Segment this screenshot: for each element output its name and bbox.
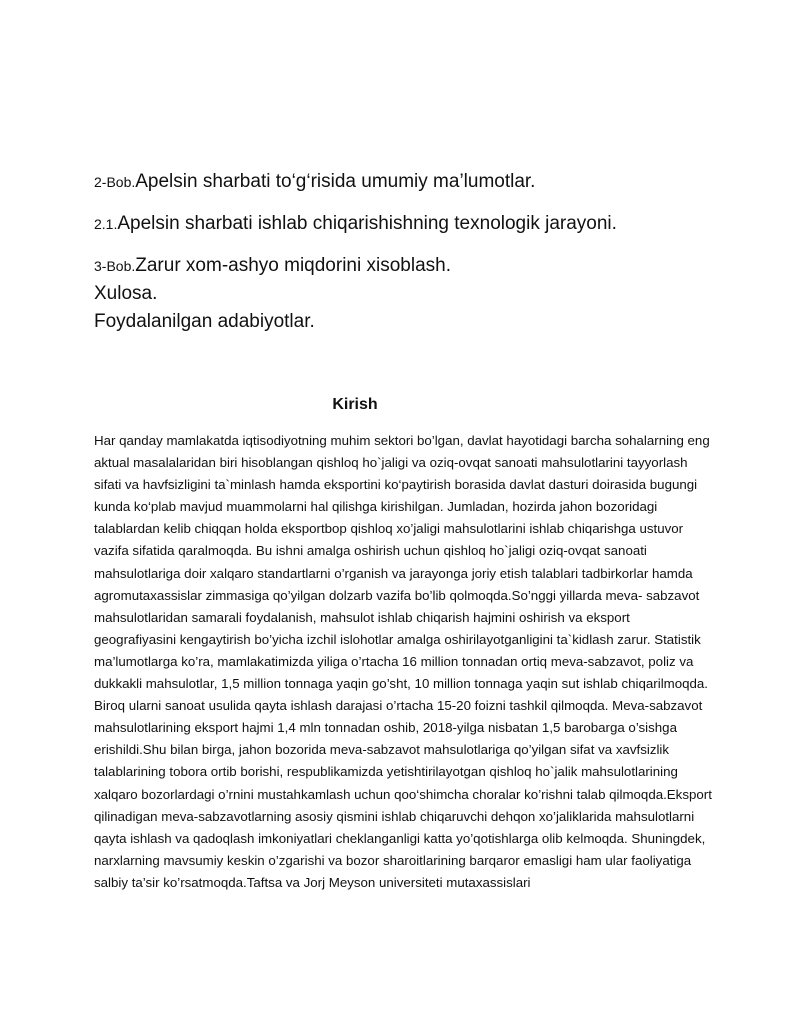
toc-item-number: 2.1. (94, 216, 118, 232)
section-paragraph: Har qanday mamlakatda iqtisodiyotning muhim sektori bo’lgan, davlat hayotidagi barcha sohalarning eng aktual masalalaridan biri hisoblangan qishloq ho`jaligi va oziq-ovqat sanoati mahsulotlarini tayyorlash sifati va havfsizligini ta`minlash hamda eksportini ko‘paytirish borasida davlat dasturi doirasida bugungi kunda ko‘plab mavjud muammolarni hal qilishga kirishilgan. Jumladan, hozirda jahon bozoridagi talablardan kelib chiqqan holda eksportbop qishloq xo’jaligi mahsulotlarini ishlab chiqarishga ustuvor vazifa sifatida qaralmoqda. Bu ishni amalga oshirish uchun qishloq ho`jaligi oziq-ovqat sanoati mahsulotlariga doir xalqaro standartlarni o’rganish va jarayonga joriy etish talablari tadbirkorlar hamda agromutaxassislar zimmasiga qo’yilgan dolzarb vazifa bo’lib qolmoqda.So’nggi yillarda meva- sabzavot mahsulotlaridan samarali foydalanish, mahsulot ishlab chiqarish hajmini oshirish va eksport geografiyasini kengaytirish bo’yicha izchil islohotlar amalga oshirilayotganligini ta`kidlash zarur. Statistik ma’lumotlarga ko’ra, mamlakatimizda yiliga o’rtacha 16 million tonnadan ortiq meva-sabzavot, poliz va dukkakli mahsulotlar, 1,5 million tonnaga yaqin go’sht, 10 million tonnaga yaqin sut ishlab chiqarilmoqda. Biroq ularni sanoat usulida qayta ishlash darajasi o’rtacha 15-20 foizni tashkil qilmoqda. Meva-sabzavot mahsulotlarining eksport hajmi 1,4 mln tonnadan oshib, 2018-yilga nisbatan 1,5 barobarga o’sishga erishildi.Shu bilan birga, jahon bozorida meva-sabzavot mahsulotlariga qo’yilgan sifat va xavfsizlik talablarining tobora ortib borishi, respublikamizda yetishtirilayotgan qishloq ho`jalik mahsulotlarining xalqaro bozorlardagi o’rnini mustahkamlash uchun qoo‘shimcha choralar ko’rishni talab qilmoqda.Eksport qilinadigan meva-sabzavotlarning asosiy qismini ishlab chiqaruvchi dehqon xo’jaliklarida mahsulotlarni qayta ishlash va qadoqlash imkoniyatlari cheklanganligi katta yo’qotishlarga olib kelmoqda. Shuningdek, narxlarning mavsumiy keskin o’zgarishi va bozor sharoitlarining barqaror emasligi ham ular faoliyatiga salbiy ta’sir ko’rsatmoqda.Taftsa va Jorj Meyson universiteti mutaxassislari (94, 433, 712, 890)
toc-item-title: Apelsin sharbati to‘g‘risida umumiy ma’lumotlar. (135, 171, 536, 192)
toc-item-references (94, 308, 734, 336)
toc-item-title: Apelsin sharbati ishlab chiqarishishning texnologik jarayoni. (117, 213, 617, 234)
toc-item-conclusion (94, 280, 734, 308)
toc-item-section-2-1 (94, 210, 734, 238)
toc-item-title: Zarur xom-ashyo miqdorini xisoblash. (135, 255, 451, 276)
toc-item-number: 3-Bob. (94, 258, 136, 274)
toc-item-chapter-3 (94, 252, 734, 280)
toc-item-title: Foydalanilgan adabiyotlar. (94, 311, 315, 332)
table-of-contents (94, 168, 734, 336)
toc-item-number: 2-Bob. (94, 174, 136, 190)
section-heading: Kirish (332, 396, 378, 413)
toc-item-chapter-2 (94, 168, 734, 196)
toc-item-title: Xulosa. (94, 283, 158, 304)
